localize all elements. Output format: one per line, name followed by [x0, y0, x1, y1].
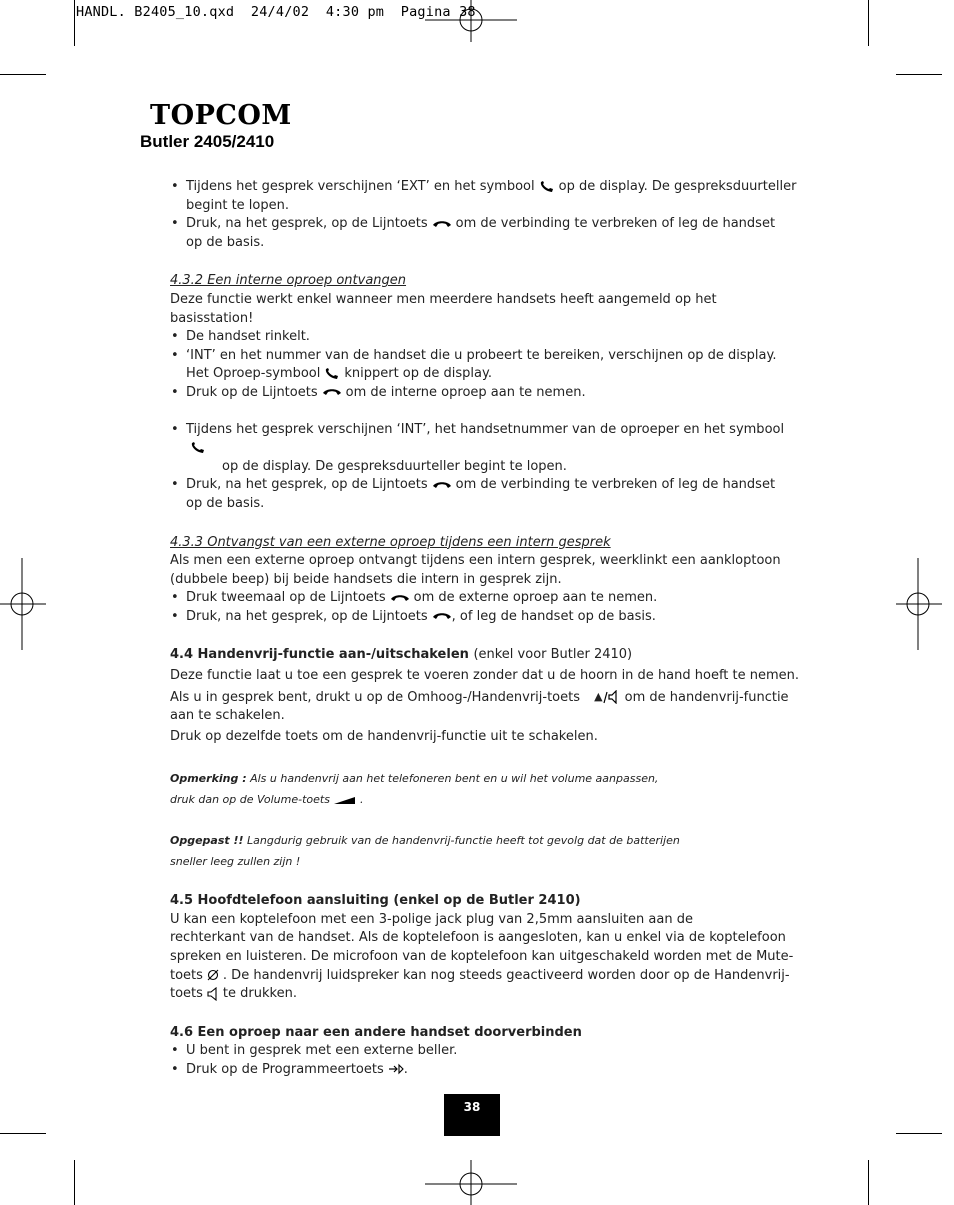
model-title: Butler 2405/2410	[140, 132, 275, 151]
crop-mark	[74, 1160, 75, 1205]
crop-mark	[74, 0, 75, 46]
list-item: • U bent in gesprek met een externe beller.	[170, 1042, 800, 1061]
crop-mark	[896, 1133, 942, 1134]
list-item: • Druk op de Lijntoets om de interne oproep aan te nemen.	[170, 384, 800, 403]
line-key-icon	[432, 611, 452, 621]
note-remark: Opmerking : Als u handenvrij aan het telefoneren bent en u wil het volume aanpassen, druk dan op de Volume-toets .	[170, 772, 659, 807]
section-title-4-4: 4.4 Handenvrij-functie aan-/uitschakelen (enkel voor Butler 2410)	[170, 647, 633, 663]
line-key-icon	[432, 480, 452, 490]
registration-mark-left	[0, 558, 46, 650]
paragraph: Deze functie laat u toe een gesprek te voeren zonder dat u de hoorn in de hand hoeft te nemen.	[170, 668, 800, 684]
paragraph: (dubbele beep) bij beide handsets die intern in gesprek zijn.	[170, 571, 562, 587]
phone-call-icon	[324, 368, 340, 380]
registration-mark-right	[896, 558, 942, 650]
brand-logo: TOPCOM	[150, 100, 292, 131]
registration-mark-bottom	[425, 1160, 517, 1205]
speaker-icon	[207, 987, 219, 1001]
line-key-icon	[322, 387, 342, 397]
phone-call-icon	[539, 181, 555, 193]
crop-mark	[0, 74, 46, 75]
paragraph: Deze functie werkt enkel wanneer men meerdere handsets heeft aangemeld op het basisstation!	[170, 291, 717, 326]
section-title-4-6: 4.6 Een oproep naar een andere handset doorverbinden	[170, 1024, 582, 1040]
list-item: • Druk, na het gesprek, op de Lijntoets om de verbinding te verbreken of leg de handset op de basis.	[170, 476, 800, 513]
phone-call-icon	[190, 442, 206, 454]
list-item: • Druk tweemaal op de Lijntoets om de externe oproep aan te nemen.	[170, 589, 800, 608]
page-number: 38	[444, 1094, 500, 1136]
crop-mark	[896, 74, 942, 75]
paragraph: Druk op dezelfde toets om de handenvrij-functie uit te schakelen.	[170, 728, 598, 744]
section-title-4-5: 4.5 Hoofdtelefoon aansluiting (enkel op de Butler 2410)	[170, 893, 581, 909]
up-handsfree-icon: ▲	[594, 688, 618, 707]
paragraph: Als u in gesprek bent, drukt u op de Omhoog-/Handenvrij-toets ▲ om de handenvrij-functie aan te schakelen.	[170, 689, 789, 724]
list-item: • Tijdens het gesprek verschijnen ‘EXT’ en het symbool op de display. De gespreksduurteller begint te lopen.	[170, 178, 800, 215]
mute-icon	[207, 969, 219, 981]
section-title-4-3-3: 4.3.3 Ontvangst van een externe oproep tijdens een intern gesprek	[170, 534, 611, 550]
list-item: • Druk, na het gesprek, op de Lijntoets , of leg de handset op de basis.	[170, 608, 800, 627]
list-item: • Druk op de Programmeertoets .	[170, 1061, 800, 1080]
section-title-4-3-2: 4.3.2 Een interne oproep ontvangen	[170, 273, 407, 289]
crop-mark	[0, 1133, 46, 1134]
program-key-icon	[388, 1063, 404, 1075]
paragraph: Als men een externe oproep ontvangt tijdens een intern gesprek, weerklinkt een aankloptoon	[170, 553, 781, 569]
line-key-icon	[390, 593, 410, 603]
list-item: • De handset rinkelt.	[170, 328, 800, 347]
page-content	[170, 178, 800, 1080]
note-warning: Opgepast !! Langdurig gebruik van de handenvrij-functie heeft tot gevolg dat de batterijen sneller leeg zullen zijn !	[170, 834, 680, 869]
registration-mark-top	[425, 0, 517, 42]
crop-mark	[868, 1160, 869, 1205]
list-item: • Druk, na het gesprek, op de Lijntoets om de verbinding te verbreken of leg de handset op de basis.	[170, 215, 800, 252]
line-key-icon	[432, 219, 452, 229]
crop-mark	[868, 0, 869, 46]
paragraph: U kan een koptelefoon met een 3-polige jack plug van 2,5mm aansluiten aan de rechterkant van de handset. Als de koptelefoon is aangesloten, kan u enkel via de koptelefoon spreken en luisteren. De microfoon van de koptelefoon kan uitgeschakeld worden met de Mute- toets . De handenvrij luidspreker kan nog steeds geactiveerd worden door op de Handenvrij- toets te drukken.	[170, 911, 794, 1002]
volume-key-icon	[334, 796, 356, 805]
list-item: • ‘INT’ en het nummer van de handset die u probeert te bereiken, verschijnen op de display. Het Oproep-symbool knippert op de display.	[170, 347, 800, 384]
list-item: • Tijdens het gesprek verschijnen ‘INT’, het handsetnummer van de oproeper en het symbool op de display. De gespreksduurteller begint te lopen.	[170, 421, 800, 477]
file-slug: HANDL. B2405_10.qxd 24/4/02 4:30 pm Pagina 38	[76, 4, 476, 20]
